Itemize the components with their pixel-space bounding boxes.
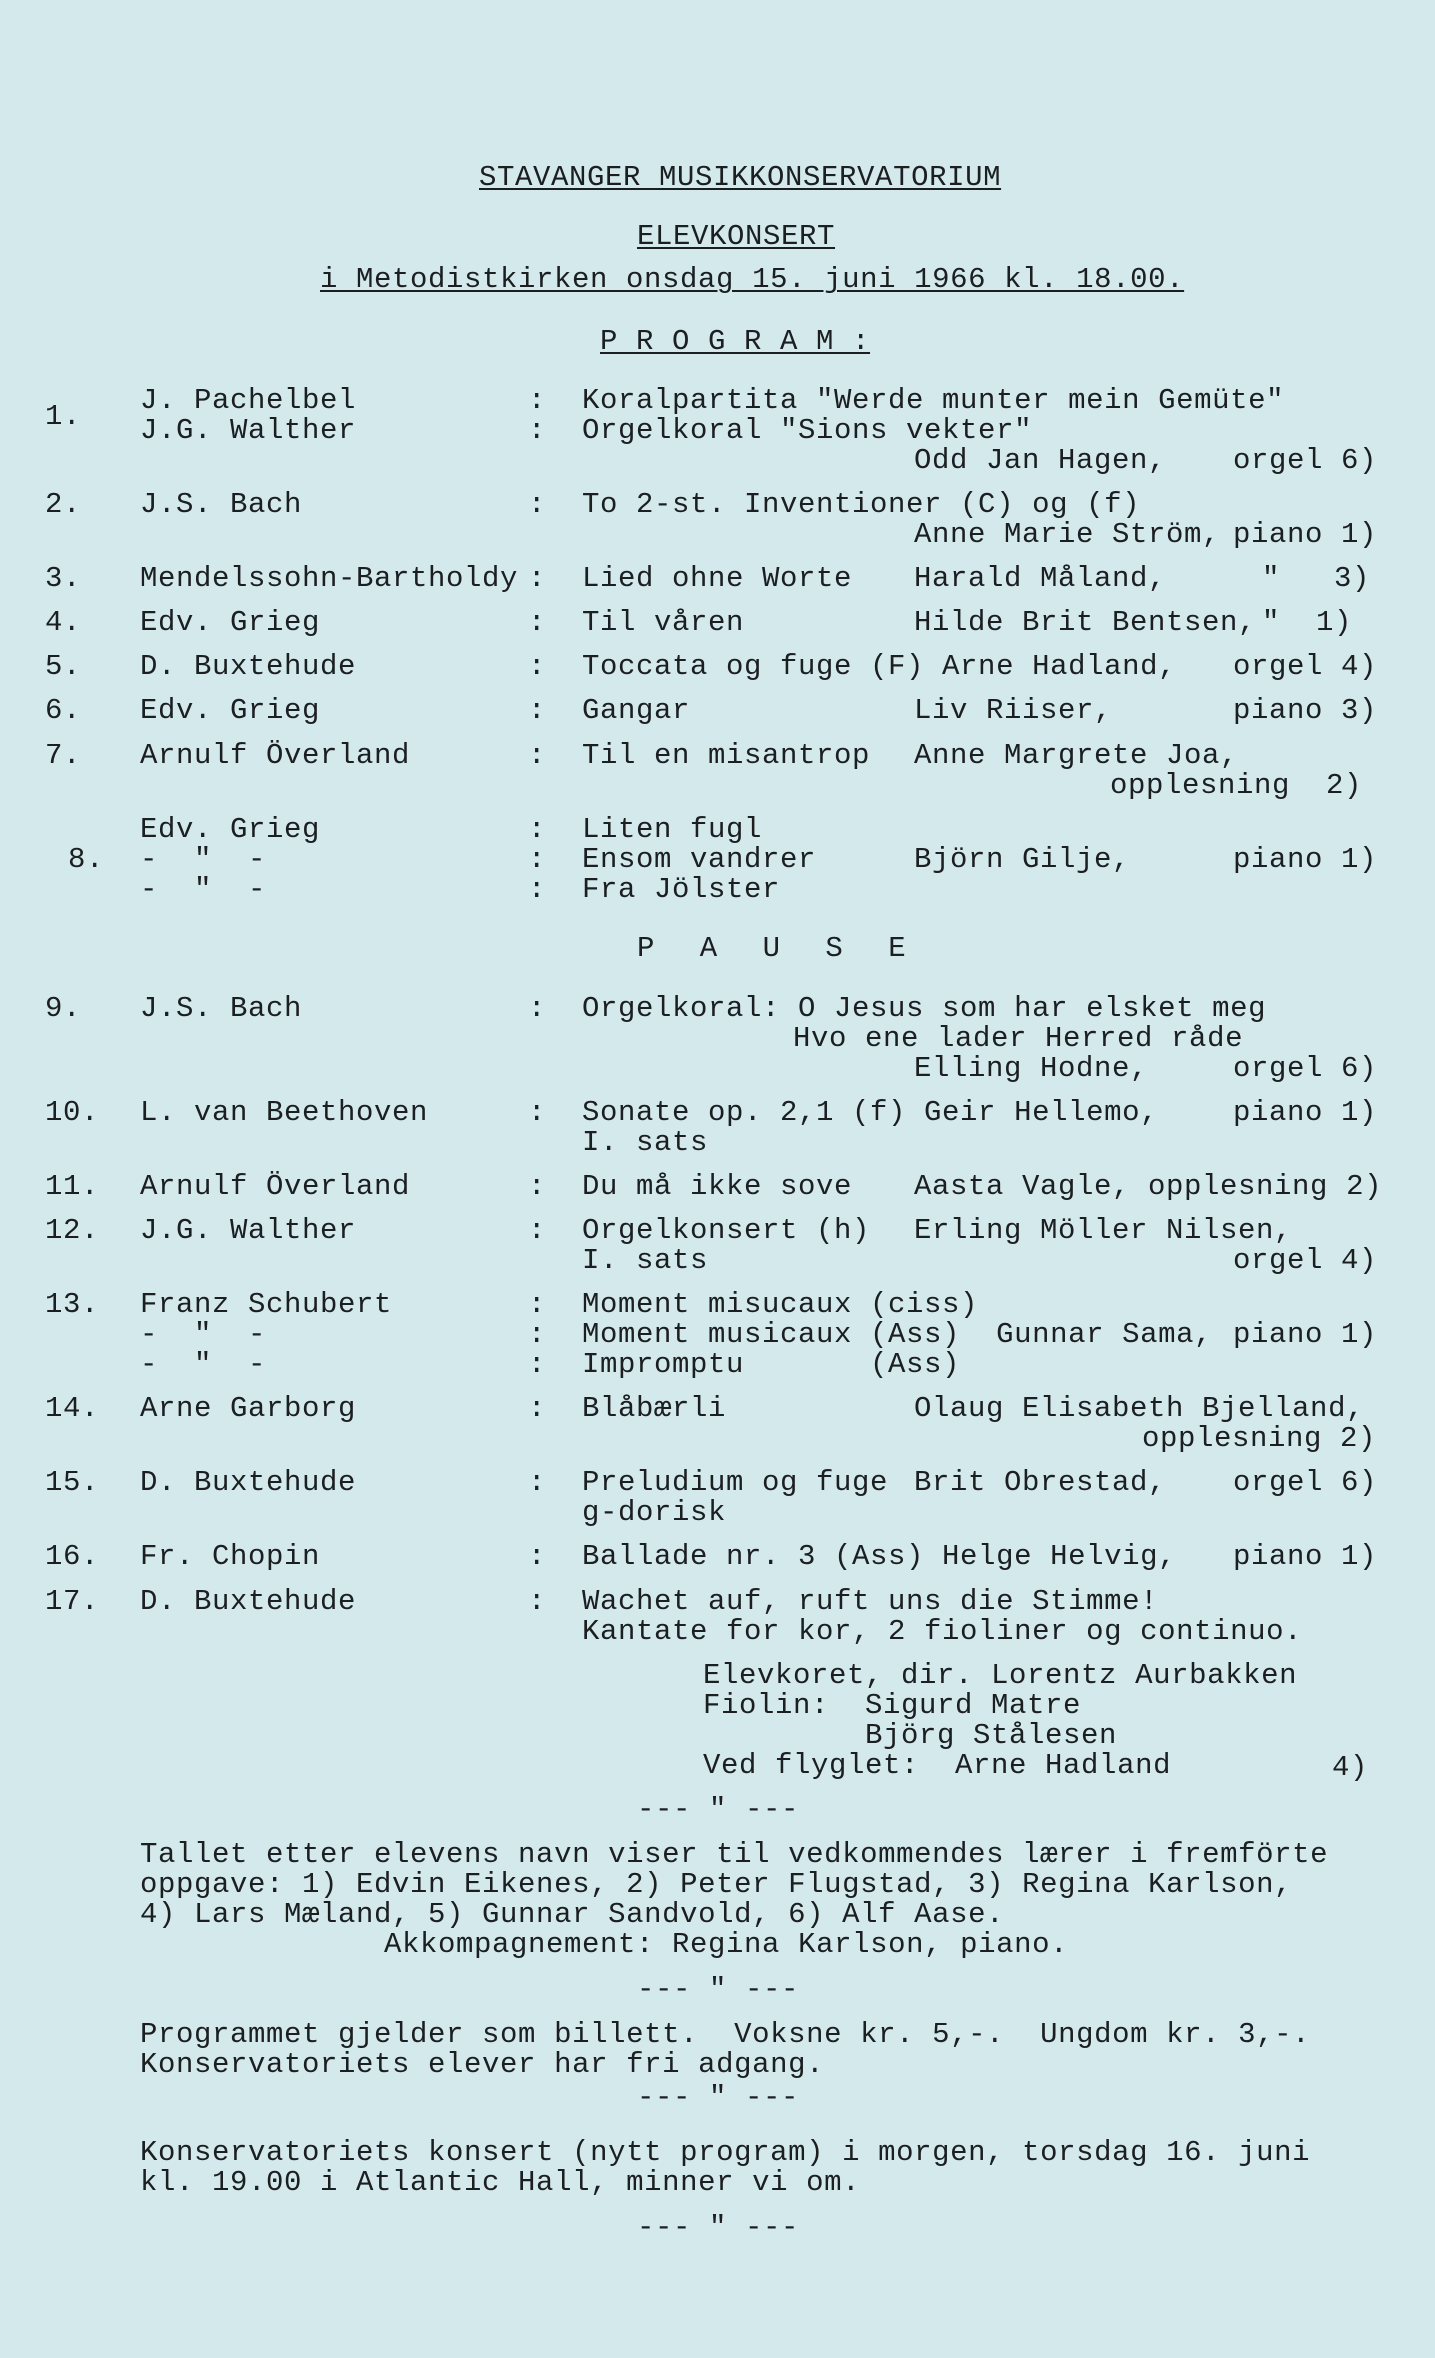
separator: : <box>528 1540 547 1573</box>
separator: : <box>528 650 547 683</box>
separator: : <box>528 694 547 727</box>
composer: - " - <box>140 1318 267 1351</box>
work-title: Orgelkoral: O Jesus som har elsket meg <box>582 992 1267 1025</box>
venue-date-line: i Metodistkirken onsdag 15. juni 1966 kl. 18.00. <box>320 263 1185 296</box>
ensemble-line: Elevkoret, dir. Lorentz Aurbakken <box>703 1659 1298 1692</box>
composer: - " - <box>140 1348 267 1381</box>
instrument-teacher: 4) <box>1332 1751 1369 1784</box>
separator: : <box>528 606 547 639</box>
item-number: 1. <box>45 400 82 433</box>
item-number: 15. <box>45 1466 100 1499</box>
teacher-note-line: oppgave: 1) Edvin Eikenes, 2) Peter Flugstad, 3) Regina Karlson, <box>140 1868 1293 1901</box>
item-number: 5. <box>45 650 82 683</box>
work-title: Wachet auf, ruft uns die Stimme! <box>582 1585 1159 1618</box>
work-title: Til våren <box>582 606 745 639</box>
separator: : <box>528 1392 547 1425</box>
composer: Arne Garborg <box>140 1392 357 1425</box>
item-number: 11. <box>45 1170 100 1203</box>
performer: Brit Obrestad, <box>914 1466 1167 1499</box>
composer: D. Buxtehude <box>140 1585 357 1618</box>
performer: Anne Margrete Joa, <box>914 739 1239 772</box>
teacher-note-line: 4) Lars Mæland, 5) Gunnar Sandvold, 6) Alf Aase. <box>140 1898 1005 1931</box>
work-title: I. sats <box>582 1244 709 1277</box>
separator: : <box>528 843 547 876</box>
composer: J.G. Walther <box>140 414 357 447</box>
item-number: 14. <box>45 1392 100 1425</box>
composer: Franz Schubert <box>140 1288 393 1321</box>
ticket-note-line: Programmet gjelder som billett. Voksne kr. 5,-. Ungdom kr. 3,-. <box>140 2018 1311 2051</box>
composer: J.S. Bach <box>140 488 303 521</box>
work-title: I. sats <box>582 1126 709 1159</box>
work-title: Gangar <box>582 694 691 727</box>
separator: : <box>528 1318 547 1351</box>
composer: Arnulf Överland <box>140 1170 411 1203</box>
work-title: Lied ohne Worte <box>582 562 853 595</box>
work-title: Impromptu (Ass) <box>582 1348 961 1381</box>
performer: Elling Hodne, <box>914 1052 1149 1085</box>
performer: Björn Gilje, <box>914 843 1131 876</box>
ensemble-line: Ved flyglet: Arne Hadland <box>703 1749 1172 1782</box>
program-heading: P R O G R A M : <box>600 325 871 358</box>
item-number: 16. <box>45 1540 100 1573</box>
performer: Aasta Vagle, opplesning 2) <box>914 1170 1383 1203</box>
instrument-teacher: orgel 6) <box>1233 444 1378 477</box>
performer: Odd Jan Hagen, <box>914 444 1167 477</box>
divider: --- " --- <box>637 2211 800 2244</box>
separator: : <box>528 1348 547 1381</box>
divider: --- " --- <box>637 1973 800 2006</box>
instrument-teacher: piano 1) <box>1233 1096 1378 1129</box>
teacher-note-line: Tallet etter elevens navn viser til vedkommendes lærer i fremförte <box>140 1838 1329 1871</box>
item-number: 13. <box>45 1288 100 1321</box>
composer: Edv. Grieg <box>140 813 321 846</box>
instrument-teacher: opplesning 2) <box>1142 1422 1377 1455</box>
instrument-teacher: piano 1) <box>1233 843 1378 876</box>
work-title: Koralpartita "Werde munter mein Gemüte" <box>582 384 1285 417</box>
separator: : <box>528 1288 547 1321</box>
composer: Arnulf Överland <box>140 739 411 772</box>
work-title: Til en misantrop <box>582 739 871 772</box>
instrument-teacher: orgel 4) <box>1233 1244 1378 1277</box>
composer: Mendelssohn-Bartholdy <box>140 562 519 595</box>
performer: Liv Riiser, <box>914 694 1113 727</box>
divider: --- " --- <box>637 1793 800 1826</box>
instrument-teacher: piano 1) <box>1233 518 1378 551</box>
composer: Fr. Chopin <box>140 1540 321 1573</box>
separator: : <box>528 384 547 417</box>
instrument-teacher: " 3) <box>1262 562 1371 595</box>
instrument-teacher: piano 1) <box>1233 1318 1378 1351</box>
item-number: 12. <box>45 1214 100 1247</box>
composer: D. Buxtehude <box>140 1466 357 1499</box>
accompaniment-note: Akkompagnement: Regina Karlson, piano. <box>384 1928 1069 1961</box>
work-title: Orgelkonsert (h) <box>582 1214 871 1247</box>
composer: D. Buxtehude <box>140 650 357 683</box>
separator: : <box>528 414 547 447</box>
separator: : <box>528 1170 547 1203</box>
instrument-teacher: orgel 4) <box>1233 650 1378 683</box>
work-title: Blåbærli <box>582 1392 727 1425</box>
work-title: Ballade nr. 3 (Ass) Helge Helvig, <box>582 1540 1177 1573</box>
item-number: 4. <box>45 606 82 639</box>
work-title: Du må ikke sove <box>582 1170 853 1203</box>
separator: : <box>528 873 547 906</box>
pause-heading: P A U S E <box>637 932 920 965</box>
ensemble-line: Fiolin: Sigurd Matre <box>703 1689 1082 1722</box>
institution-title: STAVANGER MUSIKKONSERVATORIUM <box>479 161 1002 194</box>
composer: - " - <box>140 873 267 906</box>
work-title: g-dorisk <box>582 1496 727 1529</box>
composer: Edv. Grieg <box>140 606 321 639</box>
performer: Anne Marie Ström, <box>914 518 1221 551</box>
separator: : <box>528 992 547 1025</box>
work-title: Ensom vandrer <box>582 843 817 876</box>
instrument-teacher: opplesning 2) <box>1110 769 1363 802</box>
separator: : <box>528 813 547 846</box>
work-title: To 2-st. Inventioner (C) og (f) <box>582 488 1141 521</box>
performer: Erling Möller Nilsen, <box>914 1214 1293 1247</box>
instrument-teacher: piano 1) <box>1233 1540 1378 1573</box>
performer: Olaug Elisabeth Bjelland, <box>914 1392 1365 1425</box>
ticket-note-line: Konservatoriets elever har fri adgang. <box>140 2048 825 2081</box>
item-number: 6. <box>45 694 82 727</box>
item-number: 8. <box>68 843 105 876</box>
separator: : <box>528 739 547 772</box>
item-number: 2. <box>45 488 82 521</box>
separator: : <box>528 1214 547 1247</box>
composer: Edv. Grieg <box>140 694 321 727</box>
composer: J.G. Walther <box>140 1214 357 1247</box>
work-title: Moment misucaux (ciss) <box>582 1288 979 1321</box>
work-title: Sonate op. 2,1 (f) Geir Hellemo, <box>582 1096 1159 1129</box>
tomorrow-note-line: Konservatoriets konsert (nytt program) i morgen, torsdag 16. juni <box>140 2136 1311 2169</box>
divider: --- " --- <box>637 2081 800 2114</box>
separator: : <box>528 562 547 595</box>
composer: J.S. Bach <box>140 992 303 1025</box>
work-title: Hvo ene lader Herred råde <box>793 1022 1244 1055</box>
work-title: Toccata og fuge (F) Arne Hadland, <box>582 650 1177 683</box>
work-title: Moment musicaux (Ass) Gunnar Sama, <box>582 1318 1213 1351</box>
performer: Harald Måland, <box>914 562 1167 595</box>
work-title: Orgelkoral "Sions vekter" <box>582 414 1033 447</box>
composer: - " - <box>140 843 267 876</box>
instrument-teacher: " 1) <box>1262 606 1353 639</box>
tomorrow-note-line: kl. 19.00 i Atlantic Hall, minner vi om. <box>140 2166 861 2199</box>
work-title: Liten fugl <box>582 813 763 846</box>
separator: : <box>528 1466 547 1499</box>
separator: : <box>528 1585 547 1618</box>
ensemble-line: Björg Stålesen <box>703 1719 1118 1752</box>
item-number: 10. <box>45 1096 100 1129</box>
event-title: ELEVKONSERT <box>637 220 836 253</box>
instrument-teacher: piano 3) <box>1233 694 1378 727</box>
item-number: 7. <box>45 739 82 772</box>
composer: J. Pachelbel <box>140 384 357 417</box>
item-number: 3. <box>45 562 82 595</box>
instrument-teacher: orgel 6) <box>1233 1052 1378 1085</box>
separator: : <box>528 488 547 521</box>
performer: Hilde Brit Bentsen, <box>914 606 1257 639</box>
item-number: 9. <box>45 992 82 1025</box>
item-number: 17. <box>45 1585 100 1618</box>
instrument-teacher: orgel 6) <box>1233 1466 1378 1499</box>
work-title: Kantate for kor, 2 fioliner og continuo. <box>582 1615 1303 1648</box>
separator: : <box>528 1096 547 1129</box>
composer: L. van Beethoven <box>140 1096 429 1129</box>
work-title: Fra Jölster <box>582 873 781 906</box>
work-title: Preludium og fuge <box>582 1466 889 1499</box>
